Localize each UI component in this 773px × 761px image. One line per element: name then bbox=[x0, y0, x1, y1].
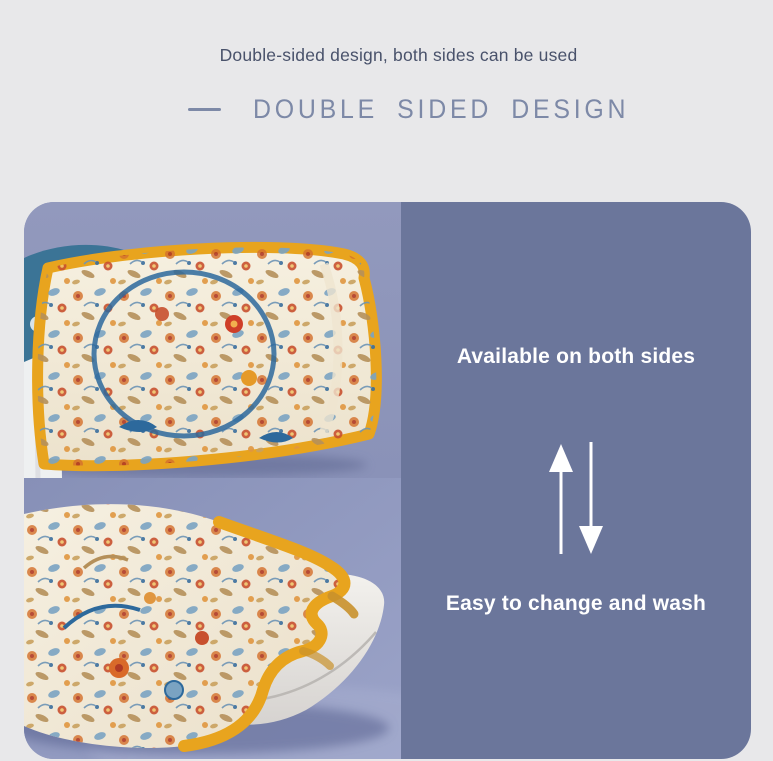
section-title bbox=[28, 94, 773, 125]
pillow-front-photo bbox=[24, 202, 401, 478]
pillow-draped-illustration bbox=[24, 478, 401, 759]
up-down-arrows bbox=[544, 438, 608, 560]
panel-subtext: Easy to change and wash bbox=[445, 592, 707, 615]
product-card bbox=[24, 202, 751, 759]
swap-arrows-icon bbox=[544, 438, 608, 560]
pillow-front-illustration bbox=[24, 202, 401, 478]
arrow-down-icon bbox=[579, 442, 603, 554]
panel-headline: Available on both sides bbox=[456, 345, 696, 368]
title-dash-decoration bbox=[188, 108, 221, 112]
info-panel bbox=[401, 202, 751, 759]
photo-column bbox=[24, 202, 401, 759]
arrow-up-icon bbox=[549, 444, 573, 554]
subtitle: Double-sided design, both sides can be used bbox=[219, 45, 578, 65]
pillow-draped-photo bbox=[24, 478, 401, 759]
section-title-text: DOUBLE SIDED DESIGN bbox=[252, 94, 630, 124]
